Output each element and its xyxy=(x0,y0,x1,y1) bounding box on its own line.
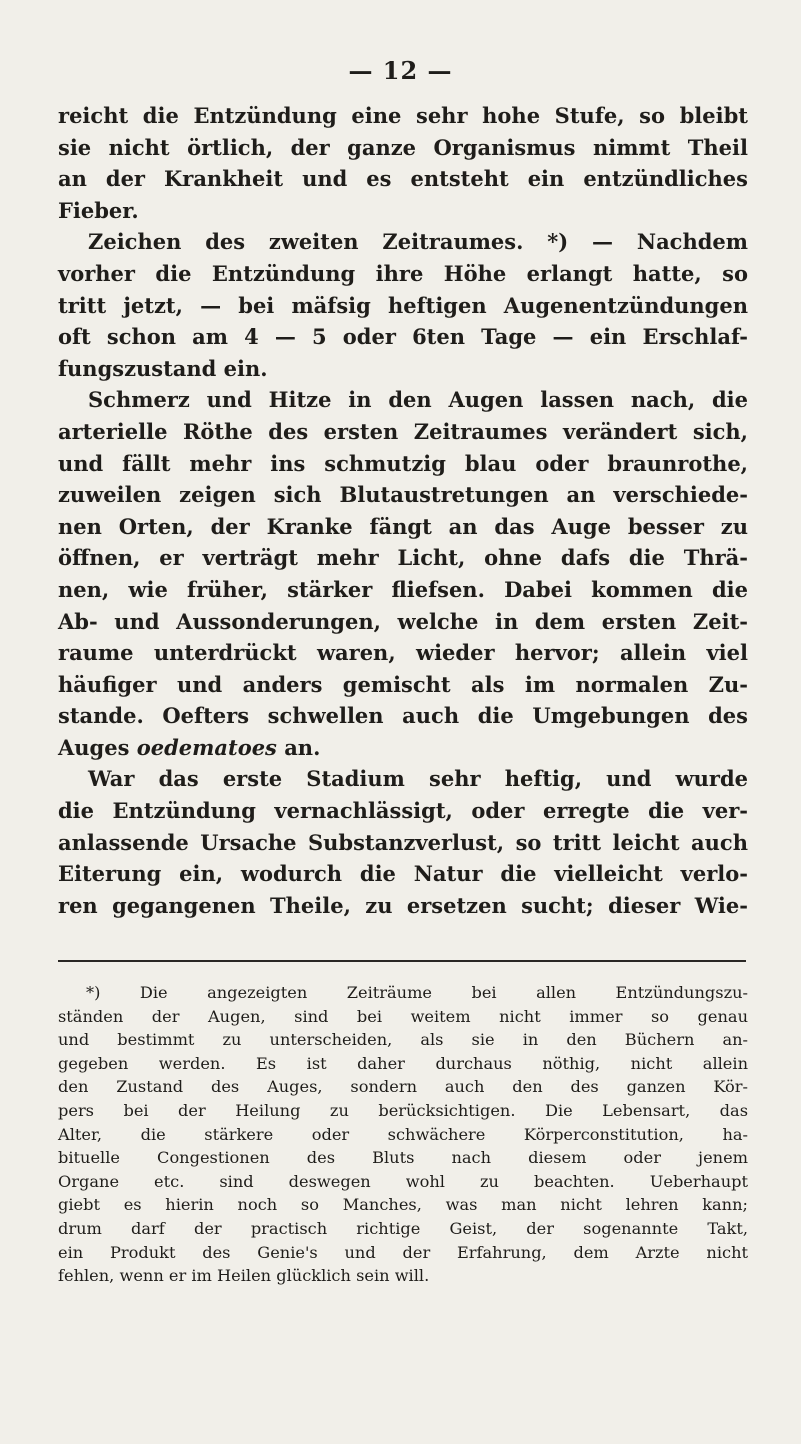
text-line: häufiger und anders gemischt als im normalen Zu- xyxy=(58,671,748,697)
text-line: nen Orten, der Kranke fängt an das Auge besser zu xyxy=(58,513,748,539)
text-line: reicht die Entzündung eine sehr hohe Stufe, so bleibt xyxy=(58,103,748,128)
text-line: stande. Oefters schwellen auch die Umgebungen des xyxy=(58,703,748,729)
section-heading-line: Zeichen des zweiten Zeitraumes. *) — Nachdem xyxy=(88,229,748,255)
text-line: Ab- und Aussonderungen, welche in dem ersten Zeit- xyxy=(58,608,748,634)
text-line: tritt jetzt, — bei mäfsig heftigen Augenentzündungen xyxy=(58,292,748,318)
main-text xyxy=(58,100,748,921)
oedema-prefix: Auges xyxy=(58,734,130,760)
oedema-suffix: an. xyxy=(284,734,321,760)
text-line: arterielle Röthe des ersten Zeitraumes verändert sich, xyxy=(58,418,748,444)
text-line: ren gegangenen Theile, zu ersetzen sucht; dieser Wie- xyxy=(58,892,748,918)
text-line: zuweilen zeigen sich Blutaustretungen an verschiede- xyxy=(58,482,748,508)
footnote-line: den Zustand des Auges, sondern auch den des ganzen Kör- xyxy=(58,1077,748,1097)
footnote-line: ein Produkt des Genie's und der Erfahrung, dem Arzte nicht xyxy=(58,1242,748,1262)
footnote-line: ständen der Augen, sind bei weitem nicht immer so genau xyxy=(58,1006,748,1026)
text-line: nen, wie früher, stärker fliefsen. Dabei kommen die xyxy=(58,576,748,602)
text-line: sie nicht örtlich, der ganze Organismus nimmt Theil xyxy=(58,134,748,160)
footnote xyxy=(58,981,748,1288)
footnote-line: Alter, die stärkere oder schwächere Körperconstitution, ha- xyxy=(58,1124,748,1144)
text-line: und fällt mehr ins schmutzig blau oder braunrothe, xyxy=(58,450,748,476)
oedema-italic-term: oedematoes xyxy=(136,734,277,760)
text-line: anlassende Ursache Substanzverlust, so tritt leicht auch xyxy=(58,829,748,855)
page-number: — 12 — xyxy=(348,56,453,85)
text-line: an der Krankheit und es entsteht ein entzündliches xyxy=(58,166,748,192)
text-line: vorher die Entzündung ihre Höhe erlangt hatte, so xyxy=(58,260,748,286)
footnote-line: *) Die angezeigten Zeiträume bei allen Entzündungszu- xyxy=(86,983,748,1002)
footnote-line: drum darf der practisch richtige Geist, der sogenannte Takt, xyxy=(58,1218,748,1238)
text-line: fungszustand ein. xyxy=(58,355,268,381)
text-line: die Entzündung vernachlässigt, oder erregte die ver- xyxy=(58,798,748,824)
footnote-line: bituelle Congestionen des Bluts nach diesem oder jenem xyxy=(58,1148,748,1168)
text-line: War das erste Stadium sehr heftig, und wurde xyxy=(88,766,748,792)
text-line: raume unterdrückt waren, wieder hervor; allein viel xyxy=(58,640,748,666)
footnote-line: Organe etc. sind deswegen wohl zu beachten. Ueberhaupt xyxy=(58,1171,748,1191)
text-line: Eiterung ein, wodurch die Natur die vielleicht verlo- xyxy=(58,861,748,887)
footnote-line: pers bei der Heilung zu berücksichtigen. Die Lebensart, das xyxy=(58,1100,748,1120)
footnote-line: gegeben werden. Es ist daher durchaus nöthig, nicht allein xyxy=(58,1053,748,1073)
text-line: öffnen, er verträgt mehr Licht, ohne dafs die Thrä- xyxy=(58,545,748,571)
text-line: Schmerz und Hitze in den Augen lassen nach, die xyxy=(88,387,748,413)
footnote-divider xyxy=(58,960,746,962)
footnote-line: fehlen, wenn er im Heilen glücklich sein will. xyxy=(58,1266,430,1286)
text-line-oedematoes xyxy=(58,732,748,764)
footnote-line: giebt es hierin noch so Manches, was man nicht lehren kann; xyxy=(58,1195,748,1215)
footnote-line: und bestimmt zu unterscheiden, als sie in den Büchern an- xyxy=(58,1030,748,1050)
text-line: oft schon am 4 — 5 oder 6ten Tage — ein Erschlaf- xyxy=(58,324,748,350)
text-line: Fieber. xyxy=(58,197,139,223)
